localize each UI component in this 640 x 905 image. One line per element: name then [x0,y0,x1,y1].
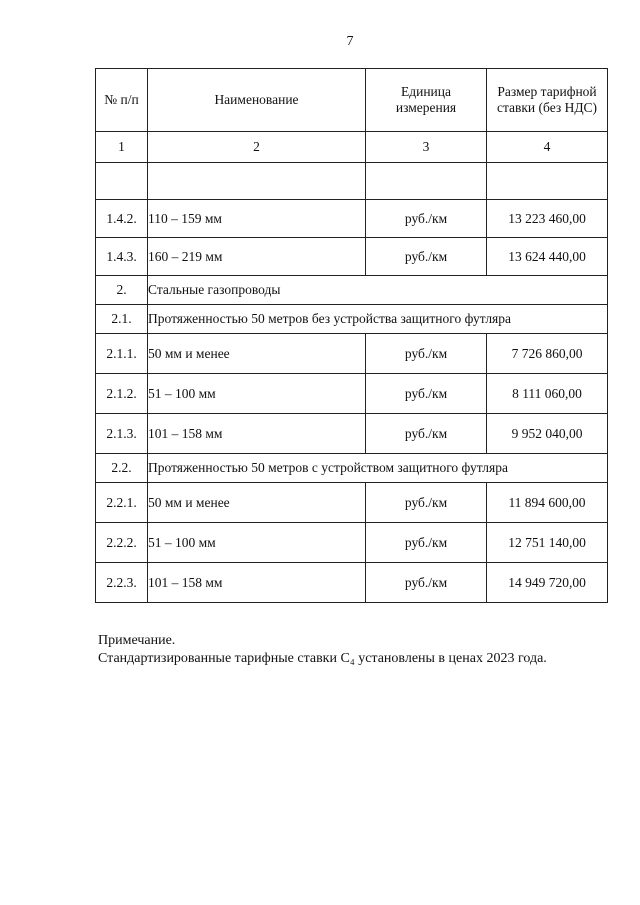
section-row [96,454,608,483]
row-unit: руб./км [366,238,487,276]
note-title: Примечание. [98,633,176,648]
section-row [96,305,608,334]
row-number: 2.1.3. [96,414,148,454]
header-rate: Размер тарифной ставки (без НДС) [487,69,608,132]
row-name: 51 – 100 мм [148,374,366,414]
row-number: 2.1.2. [96,374,148,414]
section-row [96,276,608,305]
row-rate-value: 8 111 060,00 [487,374,608,414]
column-number: 3 [366,132,487,163]
row-number: 2.1.1. [96,334,148,374]
row-name: 110 – 159 мм [148,200,366,238]
row-name: 50 мм и менее [148,334,366,374]
row-number: 1.4.2. [96,200,148,238]
note-text: Стандартизированные тарифные ставки С₄ установлены в ценах 2023 года. [98,651,547,667]
row-number: 1.4.3. [96,238,148,276]
header-number: № п/п [96,69,148,132]
page-number: 7 [346,34,354,49]
table-row [96,483,608,523]
row-unit: руб./км [366,334,487,374]
column-number-row [96,132,608,163]
row-rate-value: 13 223 460,00 [487,200,608,238]
row-unit: руб./км [366,563,487,603]
column-number: 1 [96,132,148,163]
row-name: 50 мм и менее [148,483,366,523]
column-number: 2 [148,132,366,163]
table-row [96,374,608,414]
row-name: 101 – 158 мм [148,414,366,454]
header-name: Наименование [148,69,366,132]
row-number: 2.2.3. [96,563,148,603]
row-number: 2.2. [96,454,148,483]
table-row [96,200,608,238]
row-unit: руб./км [366,374,487,414]
header-row [96,69,608,132]
column-number: 4 [487,132,608,163]
blank-row [96,163,608,200]
row-name: 160 – 219 мм [148,238,366,276]
table-row [96,563,608,603]
table-row [96,334,608,374]
header-unit: Единица измерения [366,69,487,132]
section-title: Стальные газопроводы [148,276,608,305]
row-unit: руб./км [366,483,487,523]
row-rate-value: 12 751 140,00 [487,523,608,563]
row-rate-value: 11 894 600,00 [487,483,608,523]
row-rate-value: 9 952 040,00 [487,414,608,454]
section-title: Протяженностью 50 метров без устройства защитного футляра [148,305,608,334]
row-number: 2.2.2. [96,523,148,563]
row-rate-value: 13 624 440,00 [487,238,608,276]
section-title: Протяженностью 50 метров с устройством защитного футляра [148,454,608,483]
row-rate-value: 14 949 720,00 [487,563,608,603]
row-unit: руб./км [366,414,487,454]
row-number: 2. [96,276,148,305]
row-number: 2.1. [96,305,148,334]
table-row [96,414,608,454]
row-unit: руб./км [366,200,487,238]
table-row [96,523,608,563]
row-rate-value: 7 726 860,00 [487,334,608,374]
table-row [96,238,608,276]
row-name: 101 – 158 мм [148,563,366,603]
tariff-table [95,68,608,603]
row-number: 2.2.1. [96,483,148,523]
row-unit: руб./км [366,523,487,563]
note [98,632,547,668]
row-name: 51 – 100 мм [148,523,366,563]
